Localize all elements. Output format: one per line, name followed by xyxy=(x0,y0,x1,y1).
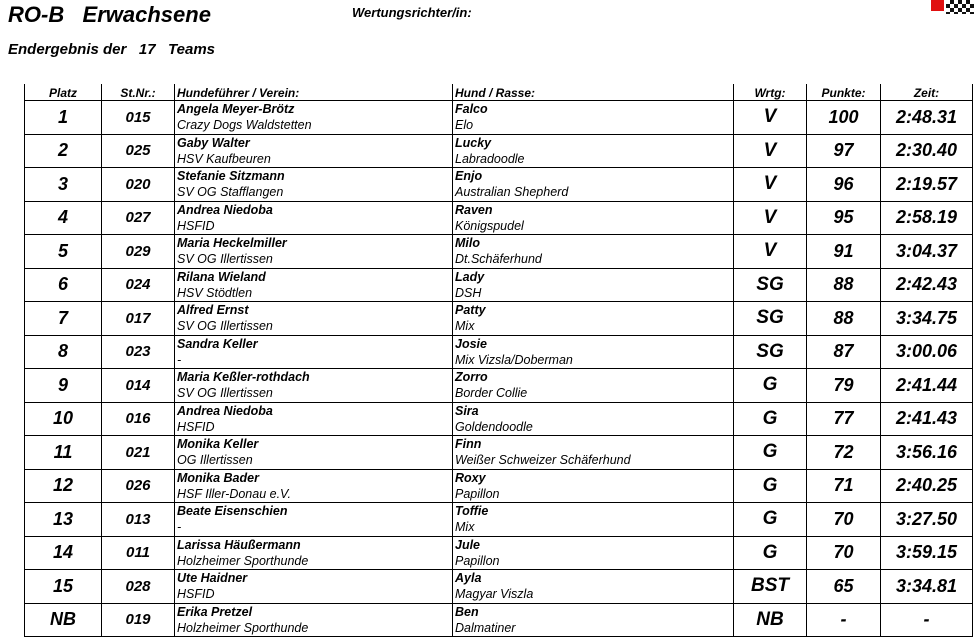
table-row xyxy=(25,603,973,637)
column-header-dog: Hund / Rasse: xyxy=(453,84,734,101)
cell-handler xyxy=(175,101,453,135)
table-row xyxy=(25,302,973,336)
cell-punkte: 77 xyxy=(807,402,881,436)
dog-name: Ayla xyxy=(455,571,482,585)
handler-club: SV OG Illertissen xyxy=(177,386,273,400)
dog-name: Patty xyxy=(455,303,486,317)
dog-name: Josie xyxy=(455,336,487,351)
table-header-row xyxy=(25,84,973,101)
handler-club: - xyxy=(177,520,182,534)
cell-stnr: 019 xyxy=(102,603,175,637)
cell-punkte: 88 xyxy=(807,302,881,336)
handler-club: HSV Stödtlen xyxy=(177,285,253,300)
table-row xyxy=(25,536,973,570)
table-row xyxy=(25,201,973,235)
cell-zeit: 2:30.40 xyxy=(881,134,973,168)
cell-wertung: G xyxy=(734,402,807,436)
table-row xyxy=(25,570,973,604)
cell-handler xyxy=(175,436,453,470)
table-row xyxy=(25,168,973,202)
table-row xyxy=(25,335,973,369)
column-header-platz: Platz xyxy=(25,84,102,101)
cell-dog xyxy=(453,335,734,369)
handler-club: OG Illertissen xyxy=(177,453,253,467)
cell-handler xyxy=(175,201,453,235)
dog-breed: Australian Shepherd xyxy=(455,185,569,199)
handler-club: HSFID xyxy=(177,218,215,233)
cell-zeit: 3:34.75 xyxy=(881,302,973,336)
dog-breed: Papillon xyxy=(455,486,500,501)
cell-dog xyxy=(453,603,734,637)
cell-wertung: G xyxy=(734,503,807,537)
cell-handler xyxy=(175,402,453,436)
club-logo xyxy=(931,0,974,14)
handler-club: HSFID xyxy=(177,419,215,434)
cell-platz: 13 xyxy=(25,503,102,537)
cell-platz: 15 xyxy=(25,570,102,604)
cell-punkte: 97 xyxy=(807,134,881,168)
dog-name: Zorro xyxy=(455,370,488,384)
cell-dog xyxy=(453,436,734,470)
cell-zeit: 3:04.37 xyxy=(881,235,973,269)
column-header-stnr: St.Nr.: xyxy=(102,84,175,101)
dog-name: Falco xyxy=(455,102,488,116)
column-header-zeit: Zeit: xyxy=(881,84,973,101)
cell-platz: NB xyxy=(25,603,102,637)
handler-club: Holzheimer Sporthunde xyxy=(177,620,309,635)
cell-platz: 10 xyxy=(25,402,102,436)
dog-breed: Border Collie xyxy=(455,386,528,400)
cell-handler xyxy=(175,536,453,570)
dog-breed: Goldendoodle xyxy=(455,419,533,434)
cell-platz: 14 xyxy=(25,536,102,570)
dog-breed: Dt.Schäferhund xyxy=(455,252,542,266)
cell-stnr: 014 xyxy=(102,369,175,403)
handler-name: Ute Haidner xyxy=(177,571,248,585)
cell-wertung: BST xyxy=(734,570,807,604)
cell-wertung: G xyxy=(734,436,807,470)
table-row xyxy=(25,503,973,537)
cell-wertung: V xyxy=(734,201,807,235)
cell-platz: 3 xyxy=(25,168,102,202)
dog-name: Lucky xyxy=(455,135,492,150)
handler-club: Crazy Dogs Waldstetten xyxy=(177,118,312,132)
cell-punkte: 88 xyxy=(807,268,881,302)
cell-punkte: 71 xyxy=(807,469,881,503)
cell-zeit: 3:27.50 xyxy=(881,503,973,537)
cell-handler xyxy=(175,469,453,503)
cell-dog xyxy=(453,168,734,202)
handler-name: Angela Meyer-Brötz xyxy=(177,102,295,116)
cell-wertung: G xyxy=(734,369,807,403)
table-row xyxy=(25,235,973,269)
dog-name: Enjo xyxy=(455,169,483,183)
handler-name: Sandra Keller xyxy=(177,336,258,351)
handler-club: SV OG Illertissen xyxy=(177,252,273,266)
handler-name: Alfred Ernst xyxy=(177,303,249,317)
cell-wertung: SG xyxy=(734,335,807,369)
cell-punkte: 70 xyxy=(807,536,881,570)
cell-stnr: 016 xyxy=(102,402,175,436)
cell-zeit: 2:48.31 xyxy=(881,101,973,135)
dog-breed: DSH xyxy=(455,285,482,300)
cell-stnr: 027 xyxy=(102,201,175,235)
handler-name: Andrea Niedoba xyxy=(177,403,273,418)
cell-dog xyxy=(453,235,734,269)
results-table xyxy=(24,84,973,637)
cell-wertung: V xyxy=(734,235,807,269)
cell-zeit: 2:42.43 xyxy=(881,268,973,302)
dog-breed: Magyar Viszla xyxy=(455,587,534,601)
dog-breed: Mix xyxy=(455,319,475,333)
result-subtitle: Endergebnis der 17 Teams xyxy=(8,41,216,58)
cell-dog xyxy=(453,536,734,570)
handler-name: Beate Eisenschien xyxy=(177,504,288,518)
table-row xyxy=(25,101,973,135)
cell-zeit: 2:41.43 xyxy=(881,402,973,436)
cell-dog xyxy=(453,402,734,436)
column-header-punkte: Punkte: xyxy=(807,84,881,101)
handler-name: Maria Heckelmiller xyxy=(177,236,287,250)
cell-dog xyxy=(453,302,734,336)
column-header-wertung: Wrtg: xyxy=(734,84,807,101)
handler-name: Monika Keller xyxy=(177,437,259,451)
cell-platz: 1 xyxy=(25,101,102,135)
cell-stnr: 013 xyxy=(102,503,175,537)
dog-breed: Elo xyxy=(455,118,474,132)
cell-punkte: 91 xyxy=(807,235,881,269)
cell-dog xyxy=(453,369,734,403)
handler-club: SV OG Stafflangen xyxy=(177,185,284,199)
cell-stnr: 021 xyxy=(102,436,175,470)
handler-name: Monika Bader xyxy=(177,470,259,485)
dog-name: Jule xyxy=(455,537,481,552)
cell-wertung: NB xyxy=(734,603,807,637)
cell-zeit: 2:40.25 xyxy=(881,469,973,503)
cell-stnr: 025 xyxy=(102,134,175,168)
cell-handler xyxy=(175,235,453,269)
handler-name: Erika Pretzel xyxy=(177,604,253,619)
cell-handler xyxy=(175,134,453,168)
dog-breed: Mix xyxy=(455,520,475,534)
dog-name: Lady xyxy=(455,269,485,284)
cell-wertung: V xyxy=(734,134,807,168)
table-row xyxy=(25,268,973,302)
cell-dog xyxy=(453,134,734,168)
cell-dog xyxy=(453,201,734,235)
page-title: RO-B Erwachsene xyxy=(8,2,211,27)
cell-punkte: 100 xyxy=(807,101,881,135)
cell-punkte: 96 xyxy=(807,168,881,202)
dog-breed: Papillon xyxy=(455,553,500,568)
handler-name: Andrea Niedoba xyxy=(177,202,273,217)
dog-name: Ben xyxy=(455,604,479,619)
cell-platz: 5 xyxy=(25,235,102,269)
cell-stnr: 015 xyxy=(102,101,175,135)
dog-breed: Weißer Schweizer Schäferhund xyxy=(455,453,631,467)
handler-name: Rilana Wieland xyxy=(177,269,266,284)
handler-club: HSFID xyxy=(177,587,215,601)
cell-platz: 6 xyxy=(25,268,102,302)
handler-club: HSV Kaufbeuren xyxy=(177,151,271,166)
cell-platz: 7 xyxy=(25,302,102,336)
cell-handler xyxy=(175,503,453,537)
cell-punkte: 70 xyxy=(807,503,881,537)
handler-club: HSF Iller-Donau e.V. xyxy=(177,486,291,501)
cell-handler xyxy=(175,603,453,637)
table-row xyxy=(25,369,973,403)
cell-zeit: 3:00.06 xyxy=(881,335,973,369)
cell-stnr: 029 xyxy=(102,235,175,269)
dog-breed: Dalmatiner xyxy=(455,620,516,635)
dog-name: Toffie xyxy=(455,504,489,518)
handler-name: Gaby Walter xyxy=(177,135,250,150)
dog-name: Milo xyxy=(455,236,480,250)
cell-platz: 11 xyxy=(25,436,102,470)
cell-stnr: 026 xyxy=(102,469,175,503)
table-row xyxy=(25,469,973,503)
cell-dog xyxy=(453,570,734,604)
cell-punkte: 72 xyxy=(807,436,881,470)
cell-punkte: 79 xyxy=(807,369,881,403)
cell-zeit: 2:41.44 xyxy=(881,369,973,403)
cell-stnr: 024 xyxy=(102,268,175,302)
dog-name: Roxy xyxy=(455,470,486,485)
judge-label: Wertungsrichter/in: xyxy=(352,5,472,20)
cell-stnr: 011 xyxy=(102,536,175,570)
cell-dog xyxy=(453,101,734,135)
cell-wertung: V xyxy=(734,101,807,135)
cell-zeit: 3:59.15 xyxy=(881,536,973,570)
cell-dog xyxy=(453,469,734,503)
table-row xyxy=(25,134,973,168)
cell-zeit: 2:19.57 xyxy=(881,168,973,202)
cell-punkte: 95 xyxy=(807,201,881,235)
cell-zeit: 3:56.16 xyxy=(881,436,973,470)
dog-breed: Labradoodle xyxy=(455,151,525,166)
cell-wertung: G xyxy=(734,536,807,570)
handler-club: Holzheimer Sporthunde xyxy=(177,553,309,568)
cell-handler xyxy=(175,335,453,369)
cell-handler xyxy=(175,302,453,336)
cell-dog xyxy=(453,503,734,537)
cell-dog xyxy=(453,268,734,302)
cell-platz: 4 xyxy=(25,201,102,235)
handler-name: Maria Keßler-rothdach xyxy=(177,370,310,384)
dog-name: Sira xyxy=(455,403,479,418)
cell-stnr: 020 xyxy=(102,168,175,202)
cell-platz: 8 xyxy=(25,335,102,369)
cell-handler xyxy=(175,369,453,403)
cell-punkte: 87 xyxy=(807,335,881,369)
cell-stnr: 023 xyxy=(102,335,175,369)
table-row xyxy=(25,402,973,436)
cell-handler xyxy=(175,268,453,302)
column-header-handler: Hundeführer / Verein: xyxy=(175,84,453,101)
cell-zeit: - xyxy=(881,603,973,637)
cell-zeit: 3:34.81 xyxy=(881,570,973,604)
cell-platz: 9 xyxy=(25,369,102,403)
cell-zeit: 2:58.19 xyxy=(881,201,973,235)
cell-wertung: SG xyxy=(734,302,807,336)
dog-name: Finn xyxy=(455,437,482,451)
cell-handler xyxy=(175,570,453,604)
dog-breed: Königspudel xyxy=(455,218,524,233)
cell-punkte: - xyxy=(807,603,881,637)
cell-wertung: V xyxy=(734,168,807,202)
handler-club: - xyxy=(177,352,182,367)
handler-name: Stefanie Sitzmann xyxy=(177,169,285,183)
cell-wertung: G xyxy=(734,469,807,503)
cell-punkte: 65 xyxy=(807,570,881,604)
cell-stnr: 017 xyxy=(102,302,175,336)
dog-name: Raven xyxy=(455,202,493,217)
handler-club: SV OG Illertissen xyxy=(177,319,273,333)
cell-handler xyxy=(175,168,453,202)
table-row xyxy=(25,436,973,470)
handler-name: Larissa Häußermann xyxy=(177,537,301,552)
cell-wertung: SG xyxy=(734,268,807,302)
dog-breed: Mix Vizsla/Doberman xyxy=(455,352,573,367)
cell-stnr: 028 xyxy=(102,570,175,604)
cell-platz: 2 xyxy=(25,134,102,168)
cell-platz: 12 xyxy=(25,469,102,503)
